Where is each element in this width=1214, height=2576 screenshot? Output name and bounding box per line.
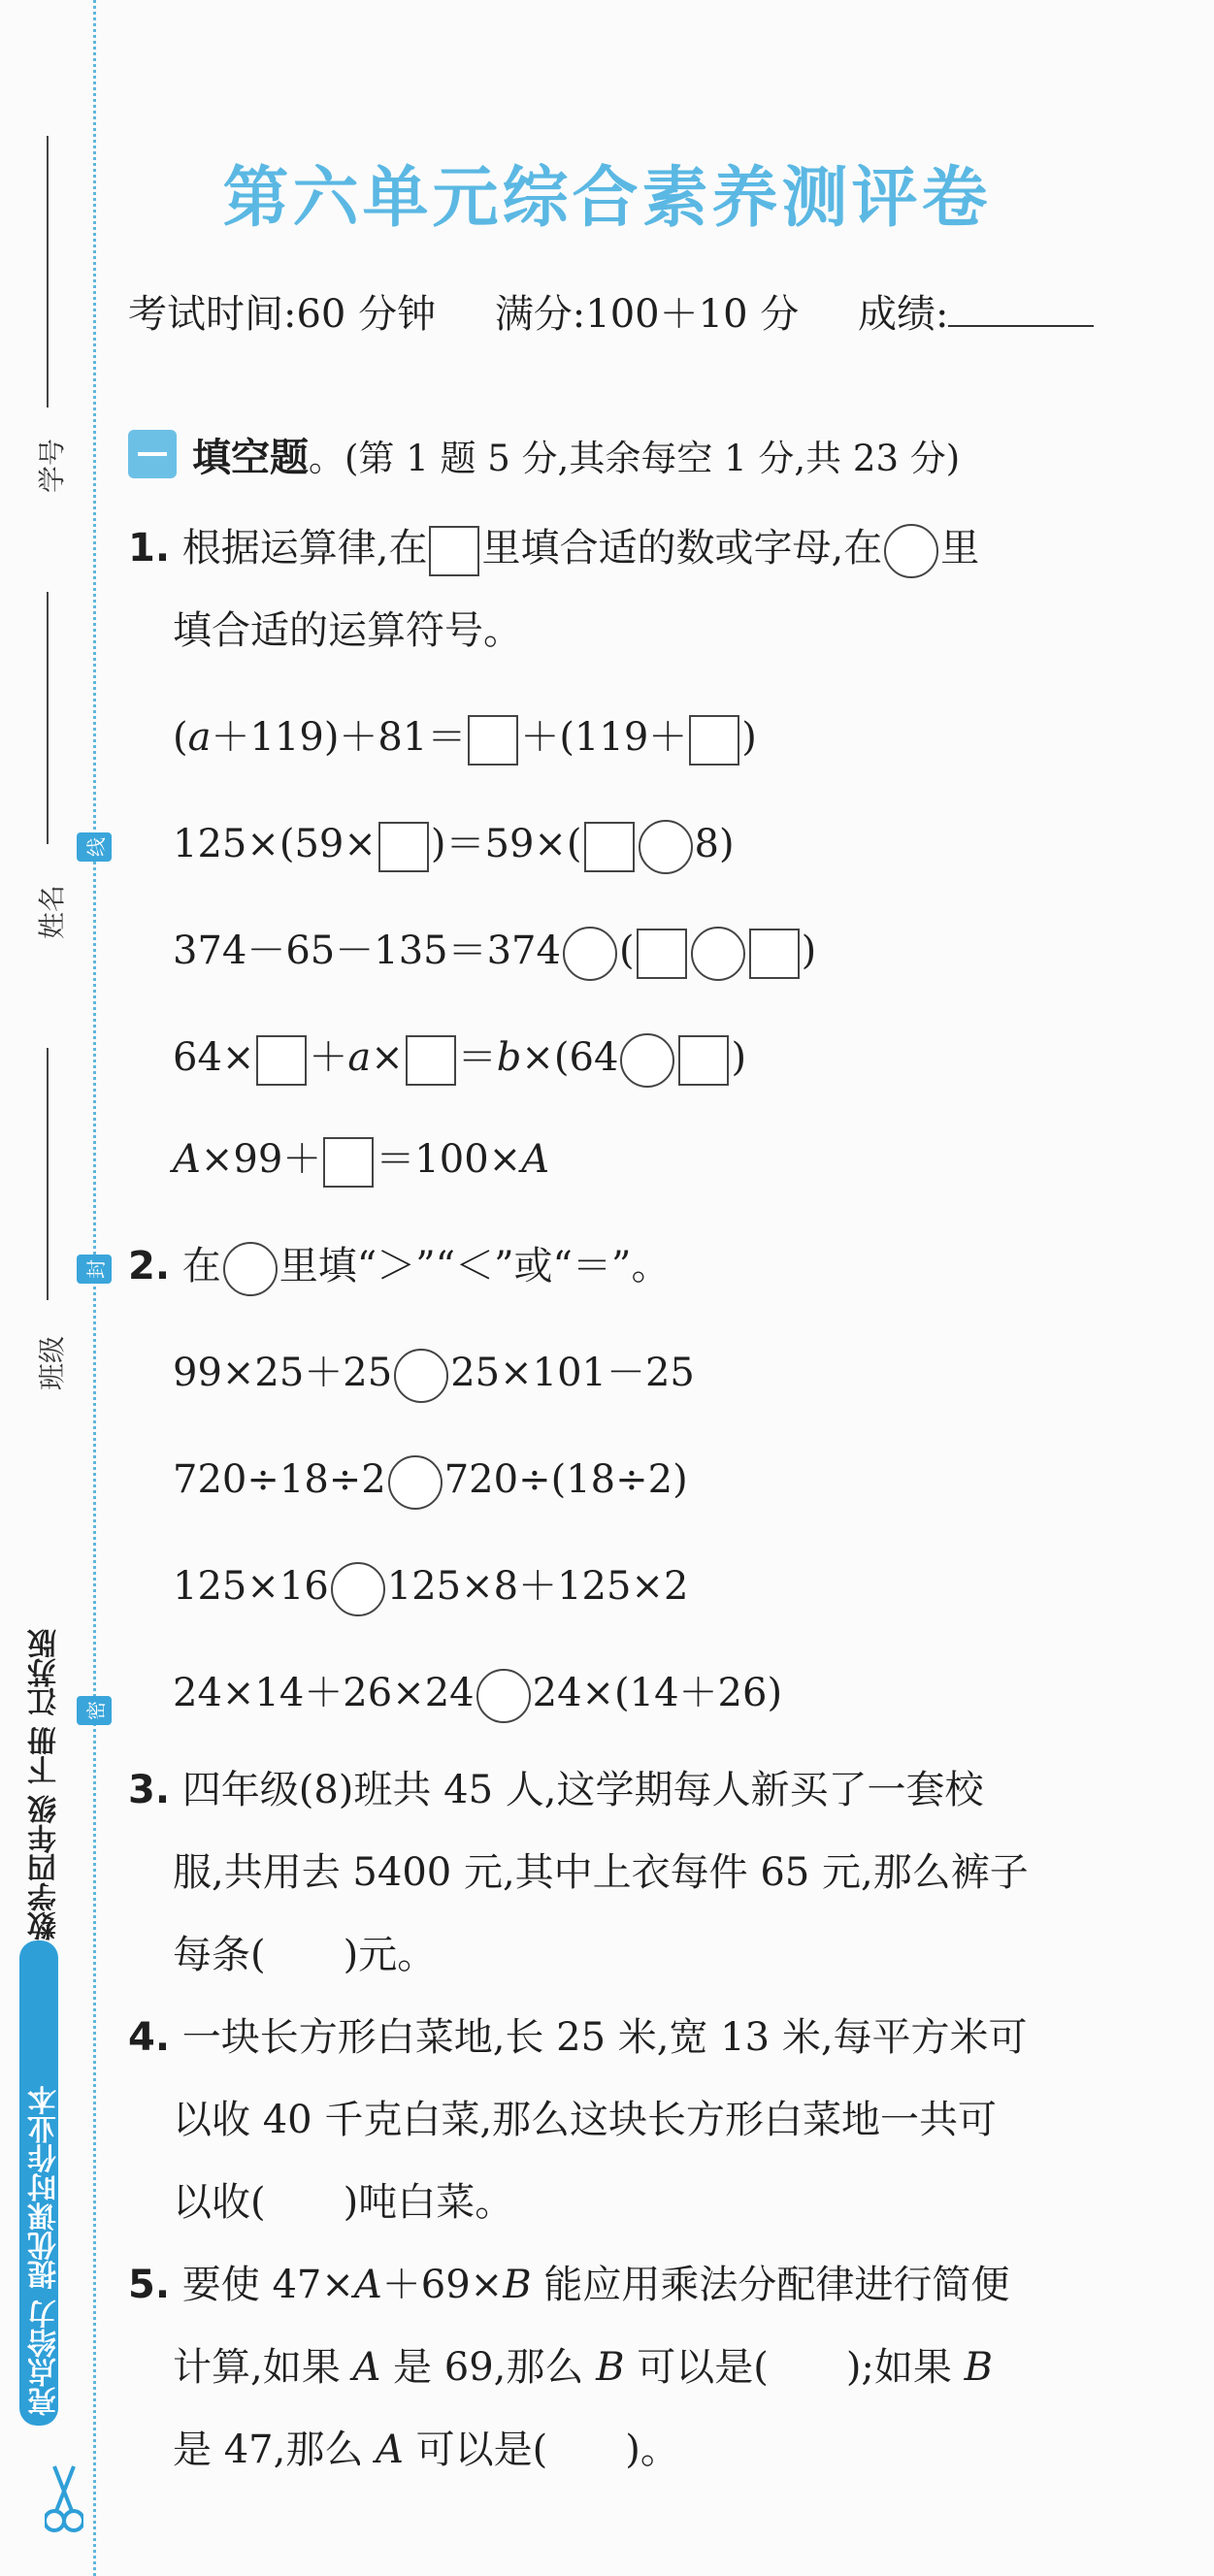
q5-line1 — [128, 2256, 1009, 2314]
var-B: B — [503, 2263, 532, 2307]
compare-circle[interactable] — [394, 1349, 448, 1403]
expr-text: 125×16 — [173, 1564, 329, 1609]
expr-text: ＝ — [457, 1035, 497, 1080]
answer-box[interactable] — [323, 1137, 374, 1188]
q2-line1 — [128, 1237, 670, 1296]
full-score: 满分:100＋10 分 — [494, 292, 800, 337]
expr-text: ) — [801, 929, 817, 973]
exam-info — [128, 283, 1094, 339]
answer-box[interactable] — [378, 822, 429, 872]
section-scoring-note: 。(第 1 题 5 分,其余每空 1 分,共 23 分) — [309, 438, 961, 479]
expr-text: 720÷(18÷2) — [443, 1457, 688, 1502]
expr-text: ＋119)＋81＝ — [211, 715, 467, 760]
answer-box[interactable] — [678, 1035, 729, 1086]
name-label: 姓名 — [36, 884, 69, 940]
answer-circle[interactable] — [620, 1033, 674, 1088]
grade-label: 成绩: — [857, 292, 949, 337]
q4-line2: 以收 40 千克白菜,那么这块长方形白菜地一共可 — [173, 2098, 998, 2142]
q5-line3[interactable] — [173, 2421, 679, 2479]
seal-xian: 线 — [77, 832, 112, 862]
answer-box[interactable] — [637, 929, 687, 979]
q3-line1 — [128, 1761, 983, 1819]
q3-text: 四年级(8)班共 45 人,这学期每人新买了一套校 — [181, 1768, 984, 1812]
book-subject-text: 数学四年级 下册 江苏版 — [28, 1629, 62, 1940]
expr-text: ＋ — [309, 1035, 348, 1080]
example-circle — [223, 1242, 278, 1296]
expr-text: ) — [741, 715, 757, 760]
answer-circle[interactable] — [563, 927, 617, 981]
q2-text: 在 — [181, 1244, 221, 1288]
question-number: 3. — [128, 1768, 171, 1812]
expr-text: ＝100× — [376, 1137, 522, 1182]
expr-text: 64× — [173, 1035, 255, 1080]
q2-compare3 — [173, 1557, 688, 1616]
question-number: 1. — [128, 526, 171, 571]
compare-circle[interactable] — [331, 1562, 385, 1616]
q1-text: 根据运算律,在 — [181, 526, 428, 571]
q5-text: 可以是( );如果 — [624, 2345, 965, 2390]
section-title: 填空题 — [192, 436, 309, 480]
q1-expr5 — [173, 1130, 549, 1189]
question-number: 4. — [128, 2015, 171, 2060]
q2-compare4 — [173, 1664, 782, 1723]
q3-line3-answer-blank[interactable]: 每条( )元。 — [173, 1933, 437, 1977]
expr-text: ) — [731, 1035, 747, 1080]
q3-line2: 服,共用去 5400 元,其中上衣每件 65 元,那么裤子 — [173, 1850, 1029, 1895]
q2-compare2 — [173, 1451, 688, 1510]
var-B: B — [964, 2345, 994, 2390]
q5-text: 要使 47× — [181, 2263, 354, 2307]
expr-text: 99×25＋25 — [173, 1351, 393, 1395]
section-heading — [128, 427, 960, 482]
question-number: 5. — [128, 2263, 171, 2307]
q5-text: 可以是( )。 — [403, 2428, 679, 2472]
seal-feng: 封 — [77, 1255, 112, 1284]
q5-text: 能应用乘法分配律进行简便 — [531, 2263, 1010, 2307]
expr-text: ＋(119＋ — [520, 715, 688, 760]
q4-line3-answer-blank[interactable]: 以收( )吨白菜。 — [173, 2180, 514, 2225]
expr-text: )＝59×( — [430, 822, 582, 866]
answer-circle[interactable] — [639, 820, 693, 874]
expr-text: × — [371, 1035, 404, 1080]
answer-box[interactable] — [689, 715, 739, 766]
q2-text: 里填“＞”“＜”或“＝”。 — [279, 1244, 671, 1288]
answer-box[interactable] — [256, 1035, 307, 1086]
answer-box[interactable] — [406, 1035, 456, 1086]
compare-circle[interactable] — [476, 1669, 531, 1723]
answer-circle[interactable] — [691, 927, 745, 981]
expr-text: ×99＋ — [200, 1137, 322, 1182]
brand-text: 亮点给力 提优课时作业本 — [28, 2085, 62, 2416]
expr-text: ( — [618, 929, 635, 973]
expr-text: ×(64 — [521, 1035, 619, 1080]
q5-line2[interactable] — [173, 2338, 993, 2397]
compare-circle[interactable] — [388, 1455, 443, 1510]
var-a: a — [187, 715, 212, 760]
q1-line1 — [128, 519, 979, 578]
expr-text: 25×101－25 — [450, 1351, 695, 1395]
q1-expr3 — [173, 922, 816, 981]
q1-text: 里填合适的数或字母,在 — [481, 526, 883, 571]
q4-line1 — [128, 2008, 1028, 2067]
grade-blank[interactable] — [948, 292, 1094, 327]
q5-text: 是 69,那么 — [380, 2345, 597, 2390]
answer-box[interactable] — [468, 715, 518, 766]
q1-expr1 — [173, 708, 757, 766]
var-A: A — [376, 2428, 404, 2472]
example-circle — [884, 524, 938, 578]
class-label: 班级 — [36, 1335, 69, 1391]
seal-mi: 密 — [77, 1696, 112, 1725]
expr-text: ( — [173, 715, 188, 760]
answer-box[interactable] — [749, 929, 800, 979]
q4-text: 一块长方形白菜地,长 25 米,宽 13 米,每平方米可 — [181, 2015, 1028, 2060]
q1-line2: 填合适的运算符号。 — [173, 608, 522, 653]
q5-text: 是 47,那么 — [173, 2428, 377, 2472]
example-box — [429, 526, 479, 576]
expr-text: 720÷18÷2 — [173, 1457, 386, 1502]
var-A: A — [352, 2345, 381, 2390]
expr-text: 8) — [694, 822, 735, 866]
q5-text: ＋69× — [381, 2263, 504, 2307]
expr-text: 24×14＋26×24 — [173, 1671, 475, 1715]
expr-text: 374－65－135＝374 — [173, 929, 561, 973]
page-title: 第六单元综合素养测评卷 — [222, 159, 992, 237]
expr-text: 125×(59× — [173, 822, 377, 866]
student-id-label: 学号 — [36, 438, 69, 494]
var-A: A — [353, 2263, 382, 2307]
q1-expr4 — [173, 1028, 746, 1088]
expr-text: 24×(14＋26) — [532, 1671, 783, 1715]
var-b: b — [496, 1035, 522, 1080]
var-A: A — [521, 1137, 550, 1182]
q1-expr2 — [173, 815, 735, 874]
expr-text: 125×8＋125×2 — [386, 1564, 689, 1609]
section-number-badge — [128, 430, 177, 478]
q2-compare1 — [173, 1344, 695, 1403]
var-A: A — [173, 1137, 201, 1182]
question-number: 2. — [128, 1244, 171, 1288]
answer-box[interactable] — [584, 822, 635, 872]
exam-time: 考试时间:60 分钟 — [128, 292, 437, 337]
var-a: a — [347, 1035, 372, 1080]
q5-text: 计算,如果 — [173, 2345, 353, 2390]
var-B: B — [596, 2345, 625, 2390]
q1-text: 里 — [940, 526, 980, 571]
